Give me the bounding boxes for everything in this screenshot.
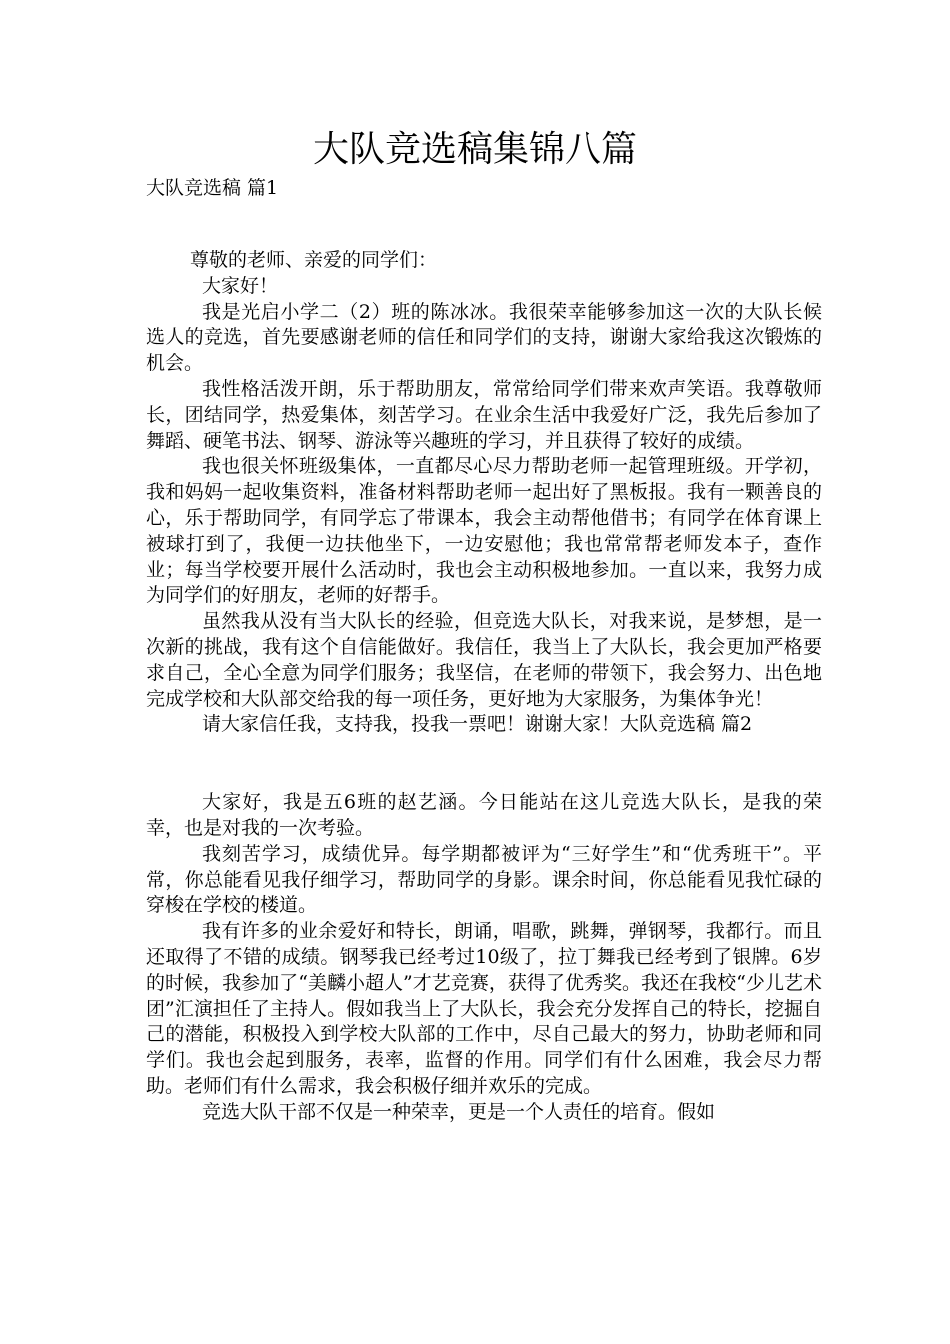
salutation: 尊敬的老师、亲爱的同学们：	[190, 249, 438, 271]
document-body	[146, 248, 822, 1126]
paragraph: 我刻苦学习，成绩优异。每学期都被评为“三好学生”和“优秀班干”。平常，你总能看见我仔细学习，帮助同学的身影。课余时间，你总能看见我忙碌的穿梭在学校的楼道。	[146, 842, 822, 917]
section-spacer	[146, 738, 822, 790]
paragraph: 大家好，我是五6班的赵艺涵。今日能站在这儿竞选大队长，是我的荣幸，也是对我的一次考验。	[146, 791, 822, 839]
document-title: 大队竞选稿集锦八篇	[312, 129, 637, 170]
paragraph: 请大家信任我，支持我，投我一票吧！谢谢大家！大队竞选稿 篇2	[202, 713, 753, 736]
paragraph: 我也很关怀班级集体，一直都尽心尽力帮助老师一起管理班级。开学初，我和妈妈一起收集资料，准备材料帮助老师一起出好了黑板报。我有一颗善良的心，乐于帮助同学，有同学忘了带课本，我会主动帮他借书；有同学在体育课上被球打到了，我便一边扶他坐下，一边安慰他；我也常常帮老师发本子，查作业；每当学校要开展什么活动时，我也会主动积极地参加。一直以来，我努力成为同学们的好朋友，老师的好帮手。	[146, 455, 822, 607]
paragraph: 我性格活泼开朗，乐于帮助朋友，常常给同学们带来欢声笑语。我尊敬师长，团结同学，热爱集体，刻苦学习。在业余生活中我爱好广泛，我先后参加了舞蹈、硬笔书法、钢琴、游泳等兴趣班的学习，并且获得了较好的成绩。	[146, 377, 822, 452]
paragraph: 虽然我从没有当大队长的经验，但竞选大队长，对我来说，是梦想，是一次新的挑战，我有这个自信能做好。我信任，我当上了大队长，我会更加严格要求自己，全心全意为同学们服务；我坚信，在老师的带领下，我会努力、出色地完成学校和大队部交给我的每一项任务，更好地为大家服务，为集体争光！	[146, 610, 822, 710]
paragraph: 我有许多的业余爱好和特长，朗诵，唱歌，跳舞，弹钢琴，我都行。而且还取得了不错的成绩。钢琴我已经考过10级了，拉丁舞我已经考到了银牌。6岁的时候，我参加了“美麟小超人”才艺竞赛，获得了优秀奖。我还在我校“少儿艺术团”汇演担任了主持人。假如我当上了大队长，我会充分发挥自己的特长，挖掘自己的潜能，积极投入到学校大队部的工作中，尽自己最大的努力，协助老师和同学们。我也会起到服务，表率，监督的作用。同学们有什么困难，我会尽力帮助。老师们有什么需求，我会积极仔细并欢乐的完成。	[146, 920, 822, 1097]
paragraph: 我是光启小学二（2）班的陈冰冰。我很荣幸能够参加这一次的大队长候选人的竞选，首先要感谢老师的信任和同学们的支持，谢谢大家给我这次锻炼的机会。	[146, 300, 822, 375]
paragraph: 竞选大队干部不仅是一种荣幸，更是一个人责任的培育。假如	[202, 1100, 716, 1123]
section-heading: 大队竞选稿 篇1	[146, 177, 279, 199]
paragraph: 大家好！	[202, 274, 279, 297]
